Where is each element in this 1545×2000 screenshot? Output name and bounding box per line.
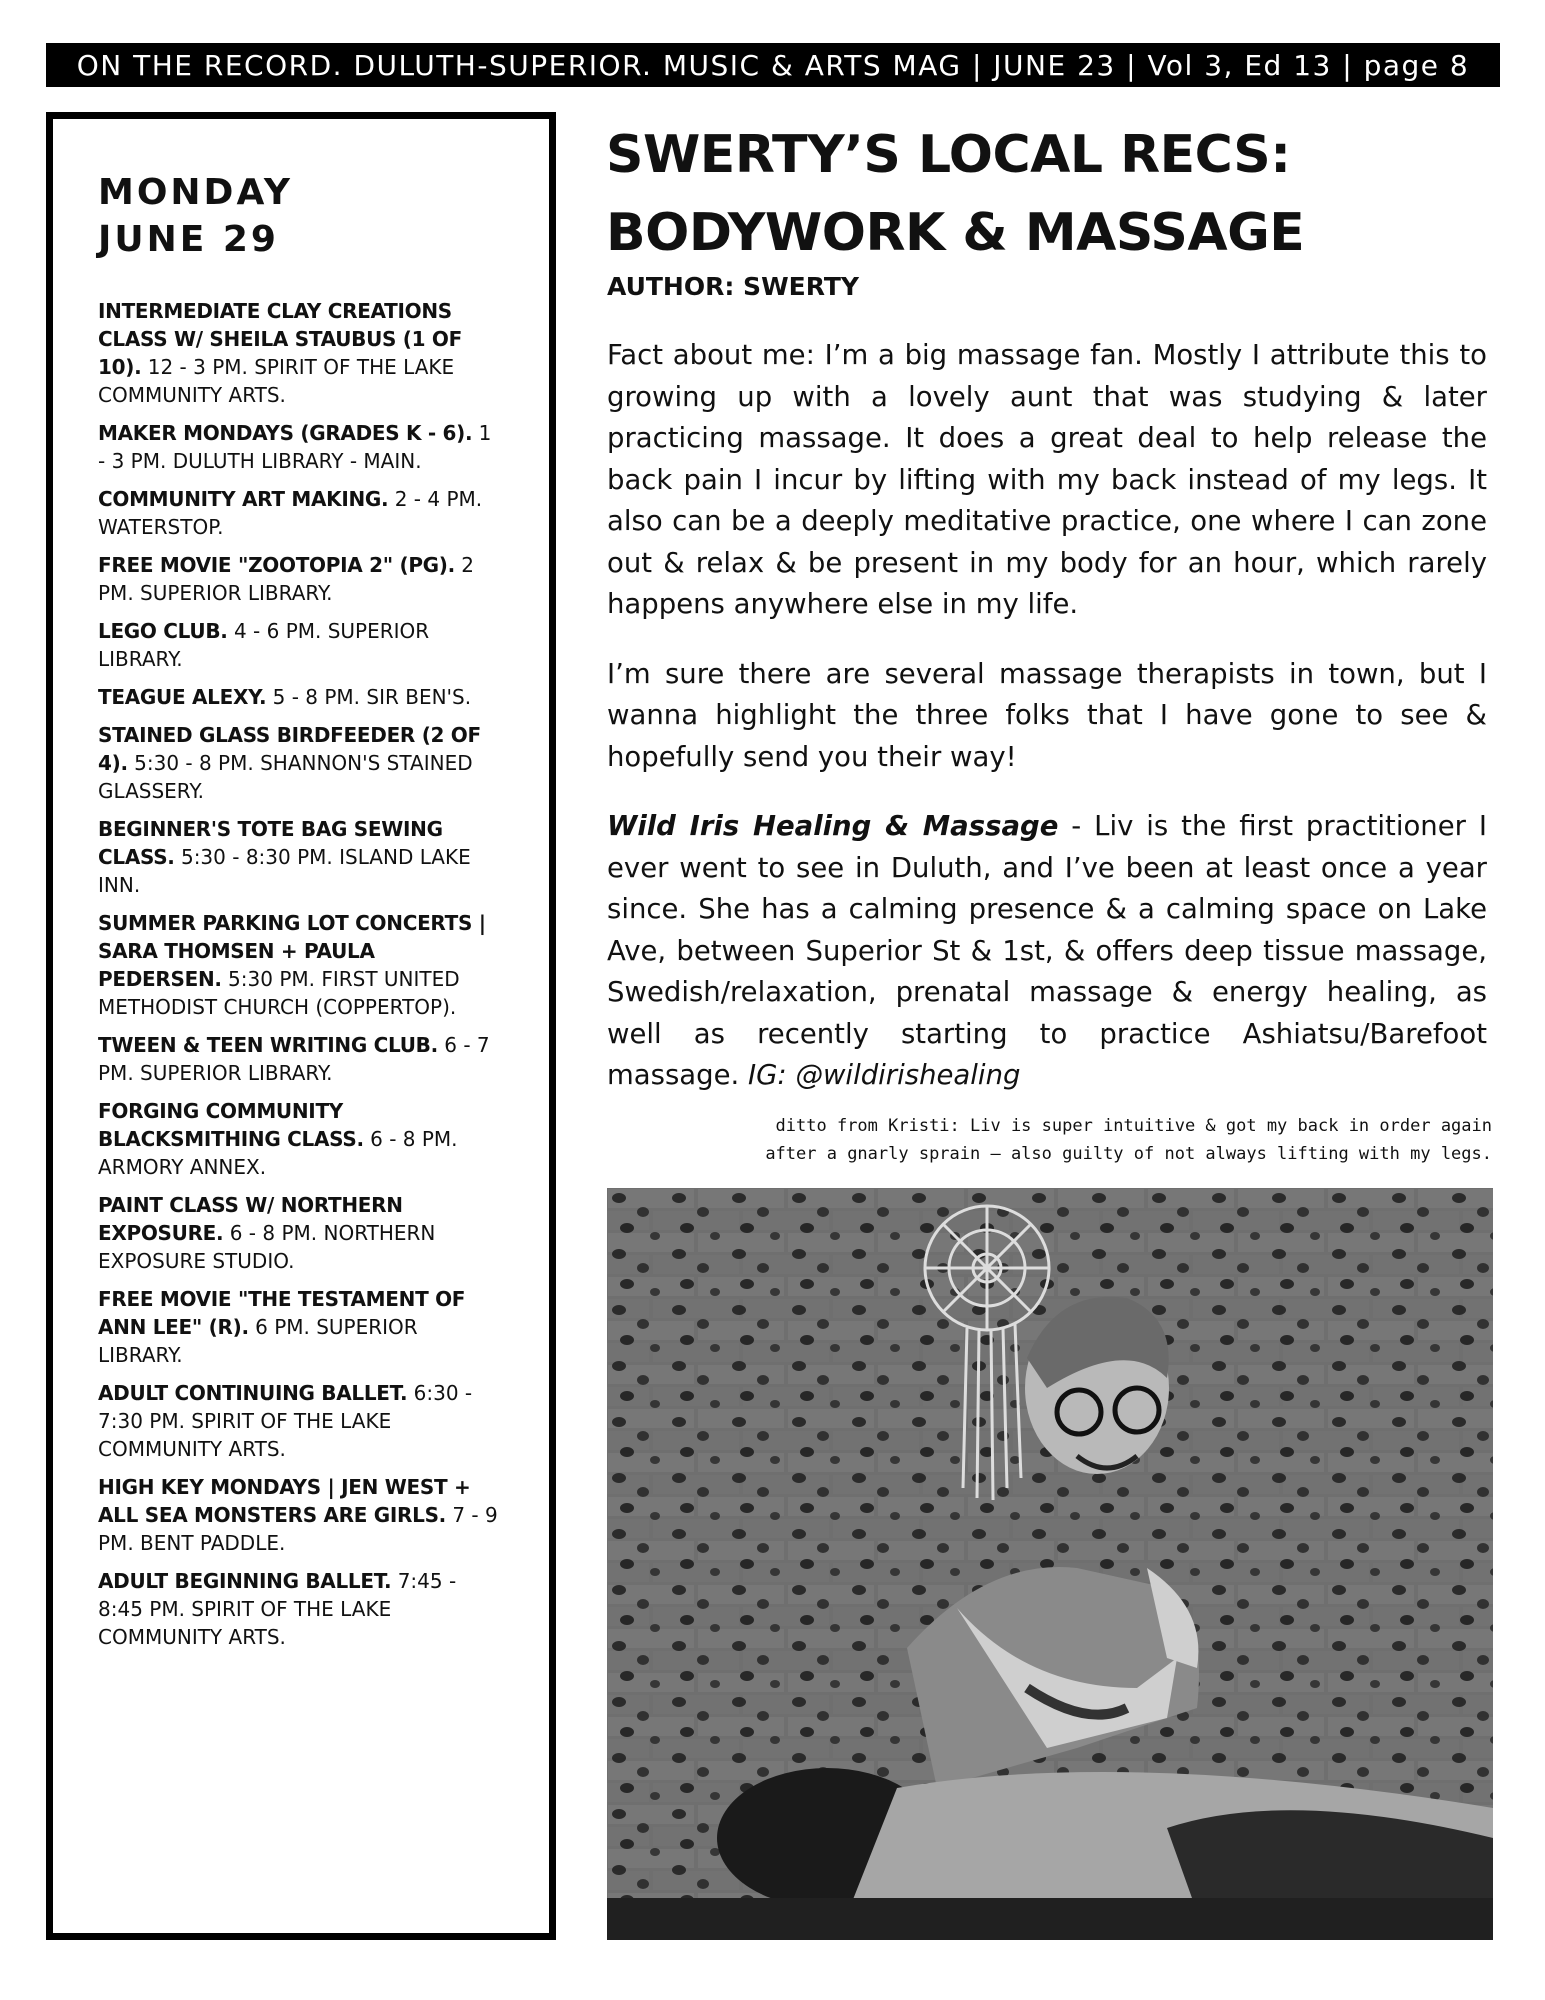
event-title: STAINED GLASS BIRDFEEDER (2 OF 4). (98, 723, 481, 775)
event-details: 6 - 7 PM. SUPERIOR LIBRARY. (98, 1033, 490, 1085)
event-title: ADULT BEGINNING BALLET. (98, 1569, 392, 1593)
event-item (98, 1031, 498, 1087)
article-title-line-2: BODYWORK & MASSAGE (606, 203, 1305, 263)
event-title: LEGO CLUB. (98, 619, 228, 643)
event-item (98, 1379, 498, 1463)
event-details: 2 PM. SUPERIOR LIBRARY. (98, 553, 475, 605)
event-details: 12 - 3 PM. SPIRIT OF THE LAKE COMMUNITY ARTS. (98, 355, 455, 407)
event-item (98, 1191, 498, 1275)
recommendation-paragraph (607, 806, 1487, 1097)
instagram-handle: IG: @wildirishealing (748, 1059, 1021, 1091)
article-paragraph: I’m sure there are several massage therapists in town, but I wanna highlight the three folks that I have gone to see & hopefully send you their way! (607, 657, 1487, 773)
event-details: 7 - 9 PM. BENT PADDLE. (98, 1503, 498, 1555)
event-details: 5 - 8 PM. SIR BEN'S. (272, 685, 472, 709)
event-title: FREE MOVIE "THE TESTAMENT OF ANN LEE" (R). (98, 1287, 466, 1339)
event-details: 6:30 - 7:30 PM. SPIRIT OF THE LAKE COMMUNITY ARTS. (98, 1381, 473, 1461)
event-details: 4 - 6 PM. SUPERIOR LIBRARY. (98, 619, 430, 671)
event-item (98, 485, 498, 541)
event-details: 5:30 PM. FIRST UNITED METHODIST CHURCH (COPPERTOP). (98, 967, 460, 1019)
event-title: BEGINNER'S TOTE BAG SEWING CLASS. (98, 817, 443, 869)
recommendation-text: - Liv is the first practitioner I ever went to see in Duluth, and I’ve been at least once a year since. She has a calming presence & a calming space on Lake Ave, between Superior St & 1st, & offers deep tissue massage, Swedish/relaxation, prenatal massage & energy healing, as well as recently starting to practice Ashiatsu/Barefoot massage. (607, 810, 1487, 1091)
event-title: INTERMEDIATE CLAY CREATIONS CLASS W/ SHEILA STAUBUS (1 OF 10). (98, 299, 462, 379)
event-details: 5:30 - 8:30 PM. ISLAND LAKE INN. (98, 845, 471, 897)
event-item (98, 1567, 498, 1651)
article-title (606, 116, 1304, 272)
event-title: HIGH KEY MONDAYS | JEN WEST + ALL SEA MONSTERS ARE GIRLS. (98, 1475, 471, 1527)
event-title: TEAGUE ALEXY. (98, 685, 267, 709)
calendar-day: MONDAY (98, 172, 293, 213)
event-item (98, 721, 498, 805)
event-details: 6 - 8 PM. NORTHERN EXPOSURE STUDIO. (98, 1221, 436, 1273)
calendar-date: JUNE 29 (98, 219, 279, 260)
event-item (98, 1285, 498, 1369)
masthead-text: ON THE RECORD. DULUTH-SUPERIOR. MUSIC & ARTS MAG | JUNE 23 | Vol 3, Ed 13 | page 8 (76, 48, 1470, 82)
article-body (607, 335, 1487, 1125)
event-title: FREE MOVIE "ZOOTOPIA 2" (PG). (98, 553, 455, 577)
event-item (98, 1473, 498, 1557)
article-title-line-1: SWERTY’S LOCAL RECS: (606, 125, 1291, 185)
event-details: 2 - 4 PM. WATERSTOP. (98, 487, 483, 539)
event-item (98, 617, 498, 673)
event-title: COMMUNITY ART MAKING. (98, 487, 389, 511)
event-item (98, 551, 498, 607)
massage-photo-illustration (607, 1188, 1493, 1940)
event-details: 1 - 3 PM. DULUTH LIBRARY - MAIN. (98, 421, 492, 473)
event-title: SUMMER PARKING LOT CONCERTS | SARA THOMSEN + PAULA PEDERSEN. (98, 911, 486, 991)
calendar-date-heading (98, 169, 293, 263)
event-title: FORGING COMMUNITY BLACKSMITHING CLASS. (98, 1099, 364, 1151)
event-title: ADULT CONTINUING BALLET. (98, 1381, 408, 1405)
note-line-1: ditto from Kristi: Liv is super intuitive & got my back in order again (775, 1116, 1492, 1136)
recommendation-name: Wild Iris Healing & Massage (607, 810, 1059, 842)
article-paragraph: Fact about me: I’m a big massage fan. Mostly I attribute this to growing up with a lovely aunt that was studying & later practicing massage. It does a great deal to help release the back pain I incur by lifting with my back instead of my legs. It also can be a deeply meditative practice, one where I can zone out & relax & be present in my body for an hour, which rarely happens anywhere else in my life. (607, 339, 1487, 620)
event-details: 7:45 - 8:45 PM. SPIRIT OF THE LAKE COMMUNITY ARTS. (98, 1569, 457, 1649)
event-item (98, 419, 498, 475)
event-item (98, 815, 498, 899)
event-title: TWEEN & TEEN WRITING CLUB. (98, 1033, 438, 1057)
massage-photo (607, 1188, 1493, 1940)
event-item (98, 909, 498, 1021)
masthead-bar (46, 43, 1500, 87)
note-line-2: after a gnarly sprain — also guilty of not always lifting with my legs. (765, 1144, 1492, 1164)
events-calendar (46, 112, 556, 1940)
event-item (98, 297, 498, 409)
handwritten-note (700, 1112, 1492, 1168)
event-details: 6 PM. SUPERIOR LIBRARY. (98, 1315, 418, 1367)
article-author: AUTHOR: SWERTY (607, 272, 860, 301)
event-list (98, 297, 498, 1661)
event-item (98, 1097, 498, 1181)
event-title: MAKER MONDAYS (GRADES K - 6). (98, 421, 473, 445)
event-title: PAINT CLASS W/ NORTHERN EXPOSURE. (98, 1193, 403, 1245)
event-details: 5:30 - 8 PM. SHANNON'S STAINED GLASSERY. (98, 751, 473, 803)
event-item (98, 683, 498, 711)
event-details: 6 - 8 PM. ARMORY ANNEX. (98, 1127, 458, 1179)
